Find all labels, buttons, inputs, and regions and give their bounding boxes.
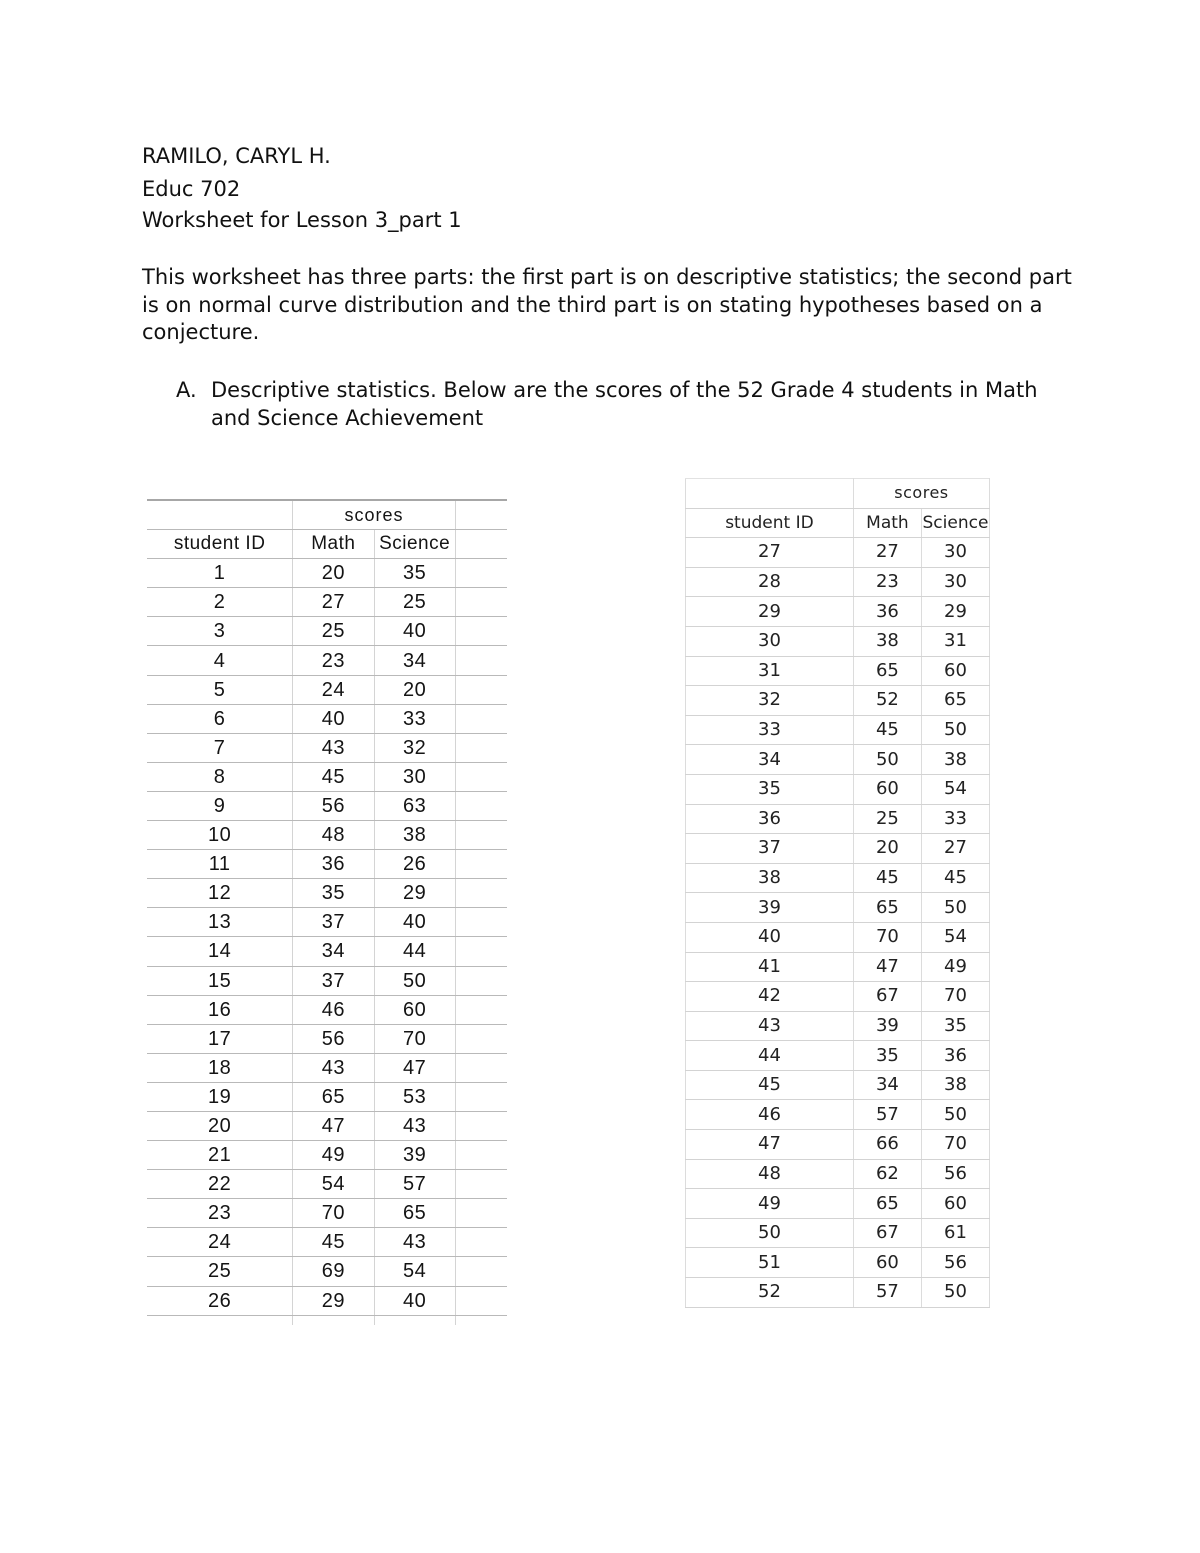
table-cell: 37 bbox=[293, 966, 374, 995]
table-cell: 37 bbox=[686, 834, 854, 864]
table-row bbox=[147, 821, 507, 850]
table-cell: 47 bbox=[853, 952, 921, 982]
table-cell: 36 bbox=[853, 597, 921, 627]
table-cell: 40 bbox=[374, 908, 455, 937]
table-cell: 27 bbox=[686, 538, 854, 568]
table-row bbox=[686, 982, 990, 1012]
table-row bbox=[686, 656, 990, 686]
table-row bbox=[686, 804, 990, 834]
table-row bbox=[147, 995, 507, 1024]
table-cell: 44 bbox=[374, 937, 455, 966]
table-cell: 47 bbox=[293, 1111, 374, 1140]
table-row bbox=[147, 879, 507, 908]
table-cell bbox=[455, 1024, 507, 1053]
table-cell: 60 bbox=[374, 995, 455, 1024]
table-cell: 20 bbox=[374, 675, 455, 704]
table-cell: 38 bbox=[921, 1070, 989, 1100]
scores-group-header: scores bbox=[853, 479, 989, 509]
table-cell: 45 bbox=[853, 715, 921, 745]
table-cell: 11 bbox=[147, 850, 293, 879]
table-row bbox=[686, 922, 990, 952]
table-row bbox=[686, 863, 990, 893]
table-cell: 32 bbox=[686, 686, 854, 716]
table-cell: 32 bbox=[374, 733, 455, 762]
table-cell: 62 bbox=[853, 1159, 921, 1189]
table-row bbox=[147, 1141, 507, 1170]
table-cell: 43 bbox=[293, 733, 374, 762]
table-cell: 43 bbox=[686, 1011, 854, 1041]
table-row bbox=[686, 1070, 990, 1100]
table-cell bbox=[686, 479, 854, 509]
table-cell: 65 bbox=[921, 686, 989, 716]
table-cell: 26 bbox=[147, 1286, 293, 1315]
worksheet-title: Worksheet for Lesson 3_part 1 bbox=[142, 208, 462, 232]
table-cell: 57 bbox=[853, 1278, 921, 1308]
table-cell: 43 bbox=[374, 1111, 455, 1140]
table-cell: 46 bbox=[293, 995, 374, 1024]
table-cell bbox=[455, 966, 507, 995]
table-cell: 40 bbox=[374, 1286, 455, 1315]
table-row bbox=[686, 1041, 990, 1071]
table-row bbox=[686, 538, 990, 568]
table-cell bbox=[455, 704, 507, 733]
table-row bbox=[147, 559, 507, 588]
table-cell: 25 bbox=[147, 1257, 293, 1286]
table-cell: 40 bbox=[374, 617, 455, 646]
table-row bbox=[686, 774, 990, 804]
table-cell: 67 bbox=[853, 982, 921, 1012]
table-cell: 66 bbox=[853, 1130, 921, 1160]
table-cell: 69 bbox=[293, 1257, 374, 1286]
table-cell: 49 bbox=[686, 1189, 854, 1219]
table-cell: 34 bbox=[853, 1070, 921, 1100]
table-row bbox=[147, 1257, 507, 1286]
table-cell: 23 bbox=[293, 646, 374, 675]
table-cell: 67 bbox=[853, 1218, 921, 1248]
table-cell: 53 bbox=[374, 1082, 455, 1111]
table-cell: 25 bbox=[853, 804, 921, 834]
table-cell: 5 bbox=[147, 675, 293, 704]
table-cell bbox=[455, 762, 507, 791]
table-row bbox=[147, 966, 507, 995]
column-header: Science bbox=[921, 508, 989, 538]
table-cell: 25 bbox=[374, 588, 455, 617]
table-cell: 60 bbox=[921, 1189, 989, 1219]
table-cell: 65 bbox=[853, 656, 921, 686]
table-cell: 56 bbox=[293, 791, 374, 820]
table-cell: 34 bbox=[686, 745, 854, 775]
table-cell: 30 bbox=[686, 626, 854, 656]
table-cell: 60 bbox=[921, 656, 989, 686]
table-cell: 23 bbox=[853, 567, 921, 597]
table-row bbox=[686, 1248, 990, 1278]
student-name: RAMILO, CARYL H. bbox=[142, 144, 331, 168]
table-cell: 27 bbox=[853, 538, 921, 568]
table-cell: 16 bbox=[147, 995, 293, 1024]
table-row bbox=[686, 1218, 990, 1248]
scores-table-right bbox=[685, 478, 990, 1323]
table-cell: 54 bbox=[921, 922, 989, 952]
table-cell: 14 bbox=[147, 937, 293, 966]
table-cell bbox=[147, 1315, 293, 1325]
table-cell: 57 bbox=[374, 1170, 455, 1199]
table-cell: 12 bbox=[147, 879, 293, 908]
table-cell bbox=[455, 500, 507, 530]
table-cell bbox=[455, 646, 507, 675]
table-cell bbox=[455, 588, 507, 617]
table-cell: 21 bbox=[147, 1141, 293, 1170]
table-row bbox=[147, 1024, 507, 1053]
table-cell: 27 bbox=[921, 834, 989, 864]
table-cell: 37 bbox=[293, 908, 374, 937]
table-cell: 40 bbox=[686, 922, 854, 952]
table-cell: 33 bbox=[921, 804, 989, 834]
table-cell: 65 bbox=[853, 893, 921, 923]
table-cell: 56 bbox=[921, 1248, 989, 1278]
table-row bbox=[147, 588, 507, 617]
table-cell: 9 bbox=[147, 791, 293, 820]
table-cell: 50 bbox=[374, 966, 455, 995]
table-cell: 44 bbox=[686, 1041, 854, 1071]
table-cell bbox=[455, 879, 507, 908]
table-row bbox=[686, 1159, 990, 1189]
table-cell: 54 bbox=[921, 774, 989, 804]
table-row bbox=[147, 850, 507, 879]
table-cell: 20 bbox=[147, 1111, 293, 1140]
table-cell: 40 bbox=[293, 704, 374, 733]
table-cell: 17 bbox=[147, 1024, 293, 1053]
table-cell: 65 bbox=[374, 1199, 455, 1228]
table-cell: 61 bbox=[921, 1218, 989, 1248]
table-cell bbox=[374, 1315, 455, 1325]
table-cell: 54 bbox=[293, 1170, 374, 1199]
table-cell: 27 bbox=[293, 588, 374, 617]
table-row bbox=[147, 617, 507, 646]
table-cell: 60 bbox=[853, 1248, 921, 1278]
table-group-header-row bbox=[686, 479, 990, 509]
table-cell: 35 bbox=[686, 774, 854, 804]
table-cell: 20 bbox=[853, 834, 921, 864]
table-cell: 22 bbox=[147, 1170, 293, 1199]
table-cell: 38 bbox=[374, 821, 455, 850]
table-row bbox=[147, 1199, 507, 1228]
table-cell: 2 bbox=[147, 588, 293, 617]
table-cell: 51 bbox=[686, 1248, 854, 1278]
table-cell: 48 bbox=[686, 1159, 854, 1189]
table-cell: 39 bbox=[686, 893, 854, 923]
column-header: Math bbox=[293, 530, 374, 559]
table-cell: 54 bbox=[374, 1257, 455, 1286]
table-cell: 50 bbox=[921, 1100, 989, 1130]
table-cell: 47 bbox=[686, 1130, 854, 1160]
table-cell: 35 bbox=[853, 1041, 921, 1071]
table-cell: 70 bbox=[921, 982, 989, 1012]
table-row bbox=[686, 952, 990, 982]
table-cell: 31 bbox=[921, 626, 989, 656]
table-cell bbox=[455, 733, 507, 762]
table-cell bbox=[455, 821, 507, 850]
table-row bbox=[147, 733, 507, 762]
table-cell: 41 bbox=[686, 952, 854, 982]
table-cell: 38 bbox=[921, 745, 989, 775]
table-cell bbox=[455, 1199, 507, 1228]
table-cell: 10 bbox=[147, 821, 293, 850]
table-cell bbox=[455, 1111, 507, 1140]
section-a bbox=[176, 376, 1056, 432]
table-row bbox=[686, 1130, 990, 1160]
table-cell bbox=[455, 1286, 507, 1315]
table-cell: 39 bbox=[374, 1141, 455, 1170]
table-cell: 39 bbox=[853, 1011, 921, 1041]
table-cell bbox=[293, 1315, 374, 1325]
table-header-row bbox=[147, 530, 507, 559]
table-cell: 45 bbox=[293, 762, 374, 791]
table-cell: 23 bbox=[147, 1199, 293, 1228]
table-cell bbox=[455, 1257, 507, 1286]
table-cell: 49 bbox=[293, 1141, 374, 1170]
table-cell: 57 bbox=[853, 1100, 921, 1130]
table-cell bbox=[455, 675, 507, 704]
table-row bbox=[686, 834, 990, 864]
table-row bbox=[147, 908, 507, 937]
table-cell: 7 bbox=[147, 733, 293, 762]
table-cell: 31 bbox=[686, 656, 854, 686]
table-row bbox=[147, 762, 507, 791]
table-cell: 29 bbox=[374, 879, 455, 908]
table-cell: 70 bbox=[374, 1024, 455, 1053]
table-cell: 48 bbox=[293, 821, 374, 850]
table-row-cutoff bbox=[147, 1315, 507, 1325]
column-header: student ID bbox=[147, 530, 293, 559]
table-row bbox=[147, 1170, 507, 1199]
table-cell: 70 bbox=[853, 922, 921, 952]
section-a-marker: A. bbox=[176, 378, 197, 402]
table-cell: 13 bbox=[147, 908, 293, 937]
table-row bbox=[147, 1286, 507, 1315]
table-cell bbox=[455, 850, 507, 879]
table-cell: 35 bbox=[921, 1011, 989, 1041]
table-cell bbox=[455, 995, 507, 1024]
table-cell bbox=[455, 937, 507, 966]
table-cell: 33 bbox=[686, 715, 854, 745]
table-cell bbox=[455, 1053, 507, 1082]
table-cell: 42 bbox=[686, 982, 854, 1012]
table-cell: 43 bbox=[293, 1053, 374, 1082]
table-row bbox=[147, 1082, 507, 1111]
table-cell bbox=[455, 1082, 507, 1111]
table-row bbox=[147, 1053, 507, 1082]
table-cell: 18 bbox=[147, 1053, 293, 1082]
course-code: Educ 702 bbox=[142, 177, 241, 201]
table-cell: 45 bbox=[686, 1070, 854, 1100]
table-cell: 70 bbox=[921, 1130, 989, 1160]
table-cell: 24 bbox=[147, 1228, 293, 1257]
table-cell: 26 bbox=[374, 850, 455, 879]
scores-group-header: scores bbox=[293, 500, 456, 530]
table-row bbox=[686, 745, 990, 775]
table-cell: 3 bbox=[147, 617, 293, 646]
column-header: student ID bbox=[686, 508, 854, 538]
table-cell: 24 bbox=[293, 675, 374, 704]
table-row bbox=[686, 597, 990, 627]
table-cell: 49 bbox=[921, 952, 989, 982]
table-cell bbox=[455, 530, 507, 559]
table-cell: 33 bbox=[374, 704, 455, 733]
intro-paragraph: This worksheet has three parts: the first part is on descriptive statistics; the second part is on normal curve distribution and the third part is on stating hypotheses based on a conjecture. bbox=[142, 265, 1072, 344]
table-cell: 46 bbox=[686, 1100, 854, 1130]
table-cell bbox=[455, 617, 507, 646]
section-a-text: Descriptive statistics. Below are the scores of the 52 Grade 4 students in Math and Science Achievement bbox=[211, 378, 1038, 430]
table-cell: 52 bbox=[853, 686, 921, 716]
table-cell: 36 bbox=[686, 804, 854, 834]
table-cell: 15 bbox=[147, 966, 293, 995]
table-cell bbox=[147, 500, 293, 530]
table-row bbox=[147, 937, 507, 966]
table-cell: 8 bbox=[147, 762, 293, 791]
table-cell: 28 bbox=[686, 567, 854, 597]
table-cell: 38 bbox=[686, 863, 854, 893]
table-cell: 29 bbox=[921, 597, 989, 627]
table-row bbox=[686, 567, 990, 597]
table-row bbox=[686, 1189, 990, 1219]
table-cell: 52 bbox=[686, 1278, 854, 1308]
table-cell: 45 bbox=[853, 863, 921, 893]
table-cell: 4 bbox=[147, 646, 293, 675]
table-cell: 34 bbox=[293, 937, 374, 966]
table-cell: 50 bbox=[921, 1278, 989, 1308]
table-cell bbox=[455, 908, 507, 937]
table-row bbox=[147, 791, 507, 820]
table-cell bbox=[455, 1228, 507, 1257]
table-cell: 50 bbox=[853, 745, 921, 775]
table-cell: 56 bbox=[921, 1159, 989, 1189]
table-row bbox=[686, 686, 990, 716]
table-cell: 47 bbox=[374, 1053, 455, 1082]
table-cell: 36 bbox=[293, 850, 374, 879]
table-cell: 34 bbox=[374, 646, 455, 675]
table-row bbox=[686, 1100, 990, 1130]
table-row bbox=[147, 704, 507, 733]
table-cell bbox=[455, 559, 507, 588]
table-cell bbox=[455, 1315, 507, 1325]
table-cell: 19 bbox=[147, 1082, 293, 1111]
column-header: Math bbox=[853, 508, 921, 538]
table-cell: 35 bbox=[374, 559, 455, 588]
table-cell: 45 bbox=[921, 863, 989, 893]
table-cell: 36 bbox=[921, 1041, 989, 1071]
scores-table-left bbox=[147, 499, 507, 1325]
table-row bbox=[686, 1278, 990, 1308]
table-cell: 56 bbox=[293, 1024, 374, 1053]
table-cell: 63 bbox=[374, 791, 455, 820]
table-cell: 6 bbox=[147, 704, 293, 733]
table-cell: 43 bbox=[374, 1228, 455, 1257]
table-cell: 50 bbox=[921, 715, 989, 745]
column-header: Science bbox=[374, 530, 455, 559]
table-cell: 1 bbox=[147, 559, 293, 588]
table-cell: 45 bbox=[293, 1228, 374, 1257]
table-row bbox=[686, 715, 990, 745]
table-row bbox=[686, 626, 990, 656]
table-cell bbox=[455, 1170, 507, 1199]
table-cell bbox=[455, 1141, 507, 1170]
table-row bbox=[147, 1228, 507, 1257]
table-cell: 65 bbox=[853, 1189, 921, 1219]
table-cell: 30 bbox=[374, 762, 455, 791]
table-cell: 50 bbox=[921, 893, 989, 923]
table-row bbox=[147, 675, 507, 704]
table-cell bbox=[455, 791, 507, 820]
table-row bbox=[686, 1011, 990, 1041]
table-header-row bbox=[686, 508, 990, 538]
table-row bbox=[147, 646, 507, 675]
table-cell: 60 bbox=[853, 774, 921, 804]
table-row bbox=[147, 1111, 507, 1140]
table-cell: 29 bbox=[293, 1286, 374, 1315]
table-cell: 29 bbox=[686, 597, 854, 627]
table-cell: 65 bbox=[293, 1082, 374, 1111]
table-cell: 20 bbox=[293, 559, 374, 588]
table-cell: 30 bbox=[921, 567, 989, 597]
table-cell: 50 bbox=[686, 1218, 854, 1248]
table-cell: 35 bbox=[293, 879, 374, 908]
table-cell: 38 bbox=[853, 626, 921, 656]
table-row bbox=[686, 893, 990, 923]
table-cell: 30 bbox=[921, 538, 989, 568]
table-cell: 70 bbox=[293, 1199, 374, 1228]
table-cell: 25 bbox=[293, 617, 374, 646]
table-group-header-row bbox=[147, 500, 507, 530]
